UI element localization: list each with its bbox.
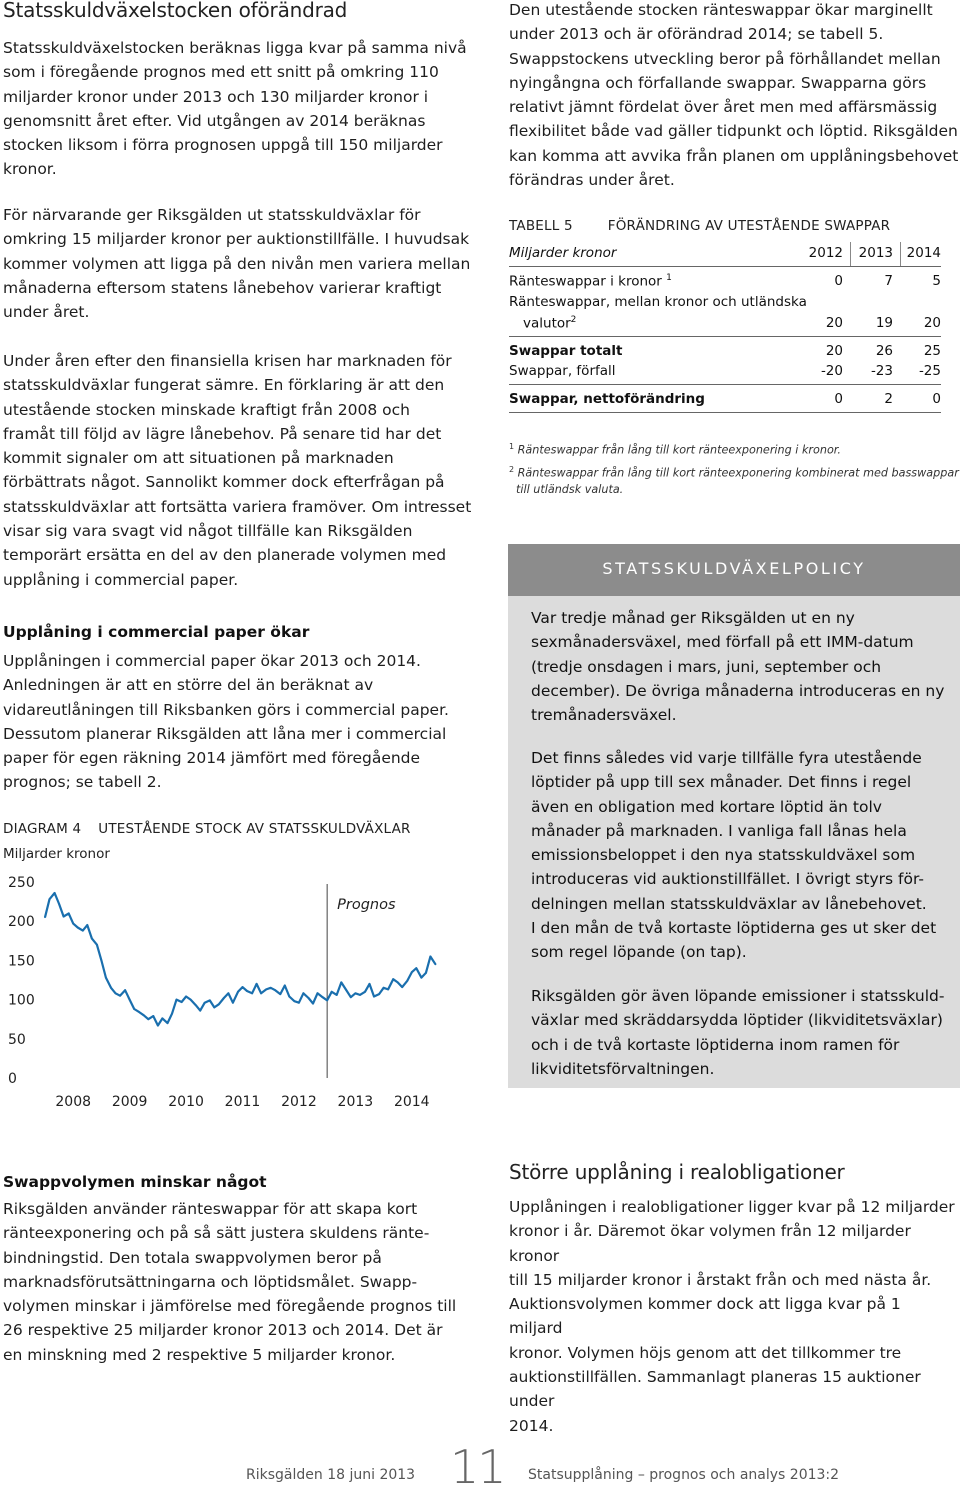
text-line: månaderna eftersom statens lånebehov varierar kraftigt [3, 278, 442, 297]
prognos-label: Prognos [337, 897, 396, 913]
text-line: 26 respektive 25 miljarder kronor 2013 och 2014. Det är [3, 1321, 443, 1340]
data-point [317, 992, 319, 994]
row-label-text: Ränteswappar i kronor [509, 273, 662, 290]
market-paragraph [3, 349, 483, 592]
text-line: bindningstid. Den totala swappvolymen beror på [3, 1248, 382, 1267]
data-point [77, 927, 79, 929]
text-line: Statsskuldväxelstocken beräknas ligga kvar på samma nivå [3, 39, 467, 57]
data-point [284, 985, 286, 987]
policy-header [508, 544, 960, 596]
text-line: och i de två kortaste löptiderna inom ramen för [531, 1035, 900, 1054]
x-tick-label: 2012 [281, 1094, 317, 1110]
data-point [401, 986, 403, 988]
data-point [387, 989, 389, 991]
data-point [350, 996, 352, 998]
cell-2013: 2 [884, 391, 893, 407]
data-point [406, 980, 408, 982]
data-point [270, 987, 272, 989]
data-point [274, 989, 276, 991]
data-point [101, 960, 103, 962]
row-label-text: Ränteswappar, mellan kronor och utländska [509, 294, 807, 310]
cell-2013: 7 [884, 273, 893, 289]
data-point [242, 986, 244, 988]
data-point [430, 956, 432, 958]
data-point [340, 981, 342, 983]
text-line: volymen minskar i jämförelse med föregående prognos till [3, 1297, 457, 1316]
text-line: sexmånadersväxel, med förfall på ett IMM-datum [531, 633, 914, 652]
data-point [110, 987, 112, 989]
data-point [199, 1010, 201, 1012]
table-5 [509, 218, 941, 458]
data-point [147, 1018, 149, 1020]
policy-title: STATSSKULDVÄXELPOLICY [602, 559, 866, 578]
row-label-text: valutor [523, 315, 571, 332]
data-point [397, 981, 399, 983]
data-point [115, 992, 117, 994]
footer-left: Riksgälden 18 juni 2013 [246, 1467, 416, 1483]
data-point [209, 999, 211, 1001]
policy-paragraph-3 [531, 984, 951, 1081]
data-point [308, 997, 310, 999]
stock-chart [0, 862, 470, 1114]
text-line: miljarder kronor under 2013 och 130 miljarder kronor i [3, 87, 429, 106]
section-title: Statsskuldväxelstocken oförändrad [3, 0, 348, 22]
footnote-text: till utländsk valuta. [516, 483, 624, 497]
data-point [326, 999, 328, 1001]
policy-paragraph-2 [531, 746, 951, 965]
text-line: Var tredje månad ger Riksgälden ut en ny [531, 609, 855, 627]
text-line: prognos; se tabell 2. [3, 773, 162, 792]
text-line: Anledningen är att en större del än beräknat av [3, 676, 374, 695]
text-line: introduceras vid auktionstillfället. I övrigt styrs för- [531, 870, 924, 889]
swap-stock-paragraph [509, 0, 959, 192]
data-point [138, 1011, 140, 1013]
text-line: december). De övriga månaderna introduceras en ny [531, 681, 945, 700]
data-point [359, 994, 361, 996]
text-line: kommit signaler om att situationen på marknaden [3, 449, 394, 468]
text-line: delningen mellan statsskuldväxlar av lånebehovet. [531, 894, 927, 913]
y-tick-label: 0 [8, 1071, 17, 1087]
intro-paragraph [3, 36, 483, 182]
text-line: utestående stocken minskade kraftigt från 2008 och [3, 400, 410, 419]
cell-2014: -25 [918, 363, 941, 379]
data-point [260, 992, 262, 994]
cp-heading: Upplåning i commercial paper ökar [3, 623, 310, 641]
data-point [251, 992, 253, 994]
row-label [523, 315, 576, 332]
data-point [435, 963, 437, 965]
data-point [218, 1003, 220, 1005]
data-point [190, 999, 192, 1001]
text-line: paper för egen räkning 2014 jämfört med föregående [3, 749, 421, 768]
data-point [185, 996, 187, 998]
column-divider [900, 242, 901, 266]
cell-2012: 20 [825, 343, 843, 359]
text-line: kronor. Volymen höjs genom att det tillkommer tre [509, 1343, 902, 1362]
footnote-text: Ränteswappar från lång till kort ränteexponering i kronor. [517, 443, 841, 457]
text-line: marknadsförutsättningarna och löptidsmålet. Swapp- [3, 1272, 418, 1291]
footnote-ref: 2 [570, 315, 577, 325]
footer-right: Statsupplåning – prognos och analys 2013:2 [528, 1467, 840, 1483]
cell-2014: 5 [932, 273, 941, 289]
text-line: Under åren efter den finansiella krisen har marknaden för [3, 352, 452, 370]
col-header-2013: 2013 [858, 245, 893, 261]
data-point [383, 987, 385, 989]
data-point [288, 996, 290, 998]
text-line: emissionsbeloppet i den nya statsskuldväxel som [531, 846, 916, 865]
table-caption [509, 218, 890, 234]
text-line: genomsnitt året efter. Vid utgången av 2014 beräknas [3, 111, 426, 130]
data-point [246, 990, 248, 992]
footnote-1 [509, 438, 959, 459]
y-tick-label: 100 [8, 992, 35, 1009]
row-label-text: Swappar, förfall [509, 363, 616, 379]
data-point [129, 999, 131, 1001]
text-line: under 2013 och är oförändrad 2014; se tabell 5. [509, 25, 884, 44]
data-point [322, 996, 324, 998]
text-line: även en obligation med kortare löptid än tolv [531, 797, 882, 816]
data-point [345, 989, 347, 991]
text-line: Auktionsvolymen kommer dock att ligga kvar på 1 miljard [509, 1295, 901, 1338]
text-line: förbättrats något. Sannolikt kommer dock efterfrågan på [3, 473, 445, 492]
data-point [58, 903, 60, 905]
data-point [181, 1001, 183, 1003]
text-line: under året. [3, 303, 90, 322]
diagram-unit: Miljarder kronor [3, 846, 110, 862]
text-line: statsskuldväxlar att fortsätta variera framöver. Om intresset [3, 497, 472, 516]
data-point [152, 1015, 154, 1017]
text-line: relativt jämnt fördelat över året men med affärsmässig [509, 98, 938, 117]
text-line: Riksgälden använder ränteswappar för att skapa kort [3, 1200, 418, 1218]
x-tick-label: 2009 [111, 1094, 148, 1110]
data-point [411, 971, 413, 973]
row-label-text: Swappar totalt [509, 343, 623, 359]
data-point [54, 892, 56, 894]
text-line: För närvarande ger Riksgälden ut statsskuldväxlar för [3, 206, 421, 224]
diagram-title: UTESTÅENDE STOCK AV STATSSKULDVÄXLAR [98, 821, 411, 837]
data-point [298, 1002, 300, 1004]
cell-2012: 0 [834, 391, 843, 407]
text-line: månader på marknaden. I vanliga fall lånas hela [531, 821, 907, 840]
data-point [232, 1002, 234, 1004]
text-line: förändras under året. [509, 171, 675, 190]
cell-2013: 19 [875, 315, 893, 331]
cell-2014: 0 [932, 391, 941, 407]
text-line: upplåning i commercial paper. [3, 570, 239, 589]
text-line: flexibilitet både vad gäller tidpunkt och löptid. Riksgälden [509, 122, 958, 141]
data-point [223, 997, 225, 999]
column-divider [850, 242, 851, 266]
text-line: visar sig vara svagt vid något tillfälle kan Riksgälden [3, 522, 413, 541]
text-line: kan komma att avvika från planen om upplåningsbehovet [509, 146, 959, 165]
text-line: kronor i år. Däremot ökar volymen från 12 miljarder kronor [509, 1222, 911, 1265]
footnote-number: 1 [509, 442, 515, 451]
data-point [171, 1013, 173, 1015]
text-line: vidareutlåningen till Riksbanken görs i commercial paper. [3, 700, 449, 719]
col-header-2014: 2014 [906, 245, 941, 261]
text-line: ränteexponering och på så sätt justera skuldens ränte- [3, 1224, 430, 1243]
data-point [415, 967, 417, 969]
text-line: I den mån de två kortaste löptiderna ges ut sker det [531, 919, 937, 938]
table-rule [509, 266, 941, 267]
diagram-number: DIAGRAM 4 [3, 821, 82, 837]
x-tick-label: 2011 [224, 1094, 261, 1110]
table-footnotes [509, 438, 959, 498]
data-point [176, 999, 178, 1001]
cell-2014: 20 [923, 315, 941, 331]
text-line: likviditetsförvaltningen. [531, 1059, 715, 1078]
text-line: framåt till följd av lägre lånebehov. På senare tid har det [3, 424, 442, 443]
data-point [143, 1014, 145, 1016]
table-unit: Miljarder kronor [509, 245, 617, 261]
text-line: 2014. [509, 1416, 554, 1435]
policy-paragraph-1 [531, 606, 951, 727]
realob-paragraph [509, 1195, 959, 1438]
data-point [373, 996, 375, 998]
auction-paragraph [3, 203, 483, 324]
data-point [420, 977, 422, 979]
text-line: auktionstillfällen. Sammanlagt planeras 15 auktioner under [509, 1368, 921, 1411]
data-point [213, 1007, 215, 1009]
text-line: temporärt ersätta en del av den planerade volymen med [3, 546, 447, 565]
footnote-number: 2 [509, 464, 515, 474]
y-tick-label: 150 [8, 953, 35, 970]
data-point [105, 977, 107, 979]
row-label-text: Swappar, nettoförändring [509, 391, 705, 407]
data-point [133, 1008, 135, 1010]
text-line: omkring 15 miljarder kronor per auktionstillfälle. I huvudsak [3, 230, 470, 249]
col-header-2012: 2012 [808, 245, 843, 261]
data-point [256, 983, 258, 985]
x-tick-label: 2013 [337, 1094, 374, 1110]
data-point [294, 1000, 296, 1002]
text-line: Det finns således vid varje tillfälle fyra utestående [531, 749, 922, 767]
data-point [303, 992, 305, 994]
data-point [425, 972, 427, 974]
data-point [82, 930, 84, 932]
data-point [369, 983, 371, 985]
footnote-ref: 1 [666, 273, 672, 283]
text-line: som regel löpande (on tap). [531, 943, 747, 962]
data-point [204, 1002, 206, 1004]
realob-heading: Större upplåning i realobligationer [509, 1160, 845, 1184]
x-tick-label: 2008 [55, 1094, 92, 1110]
data-point [265, 989, 267, 991]
data-point [227, 992, 229, 994]
text-line: stocken liksom i förra prognosen uppgå till 150 miljarder [3, 136, 443, 155]
table-rule [509, 336, 941, 337]
swap-paragraph [3, 1197, 483, 1367]
data-point [86, 924, 88, 926]
text-line: Upplåningen i realobligationer ligger kvar på 12 miljarder [509, 1198, 955, 1216]
text-line: Swappstockens utveckling beror på förhållandet mellan [509, 49, 941, 68]
cell-2013: -23 [870, 363, 893, 379]
cell-2012: -20 [820, 363, 843, 379]
cell-2014: 25 [923, 343, 941, 359]
data-point [96, 944, 98, 946]
text-line: kommer volymen att ligga på den nivån men variera mellan [3, 254, 471, 273]
text-line: Den utestående stocken ränteswappar ökar marginellt [509, 1, 933, 19]
data-point [336, 994, 338, 996]
text-line: löptider på upp till sex månader. Det finns i regel [531, 773, 912, 792]
y-tick-label: 250 [8, 875, 35, 891]
data-point [331, 991, 333, 993]
cell-2012: 20 [825, 315, 843, 331]
text-line: statsskuldväxlar fungerat sämre. En förklaring är att den [3, 376, 445, 395]
diagram-caption [3, 821, 411, 837]
data-point [392, 978, 394, 980]
data-point [157, 1025, 159, 1027]
x-tick-label: 2010 [168, 1094, 204, 1110]
data-point [119, 995, 121, 997]
data-point [161, 1018, 163, 1020]
text-line: (tredje onsdagen i mars, juni, september och [531, 657, 882, 676]
page-number: 11 [450, 1440, 505, 1492]
cell-2013: 26 [875, 343, 893, 359]
data-point [49, 898, 51, 900]
text-line: Upplåningen i commercial paper ökar 2013 och 2014. [3, 652, 421, 670]
footnote-text: Ränteswappar från lång till kort ränteexponering kombinerat med basswappar [517, 466, 959, 480]
data-point [167, 1022, 169, 1024]
text-line: Riksgälden gör även löpande emissioner i statsskuld- [531, 987, 945, 1005]
data-point [237, 991, 239, 993]
text-line: nyingångna och förfallande swappar. Swapparna görs [509, 73, 927, 92]
x-tick-label: 2014 [393, 1094, 430, 1110]
data-point [279, 993, 281, 995]
data-point [63, 916, 65, 918]
cell-2012: 0 [834, 273, 843, 289]
data-point [91, 938, 93, 940]
data-point [354, 992, 356, 994]
data-point [195, 1004, 197, 1006]
text-line: en minskning med 2 respektive 5 miljarder kronor. [3, 1345, 396, 1364]
text-line: som i föregående prognos med ett snitt på omkring 110 [3, 63, 439, 82]
table-number: TABELL 5 [509, 218, 573, 234]
data-point [364, 991, 366, 993]
text-line: till 15 miljarder kronor i årstakt från och med nästa år. [509, 1270, 932, 1289]
data-point [68, 912, 70, 914]
footnote-2 [509, 461, 959, 482]
table-title: FÖRÄNDRING AV UTESTÅENDE SWAPPAR [607, 218, 891, 234]
y-tick-label: 50 [8, 1031, 26, 1048]
swap-heading: Swappvolymen minskar något [3, 1173, 267, 1191]
data-point [124, 989, 126, 991]
table-rule [509, 412, 941, 413]
cp-paragraph [3, 649, 483, 795]
data-point [44, 916, 46, 918]
text-line: växlar med skräddarsydda löptider (likviditetsväxlar) [531, 1011, 943, 1030]
data-point [378, 993, 380, 995]
row-label [509, 273, 672, 290]
text-line: kronor. [3, 160, 57, 179]
y-tick-label: 200 [8, 914, 35, 931]
table-rule [509, 384, 941, 385]
text-line: tremånadersväxel. [531, 706, 677, 725]
data-point [72, 923, 74, 925]
data-point [312, 1003, 314, 1005]
text-line: Dessutom planerar Riksgälden att låna mer i commercial [3, 724, 447, 743]
